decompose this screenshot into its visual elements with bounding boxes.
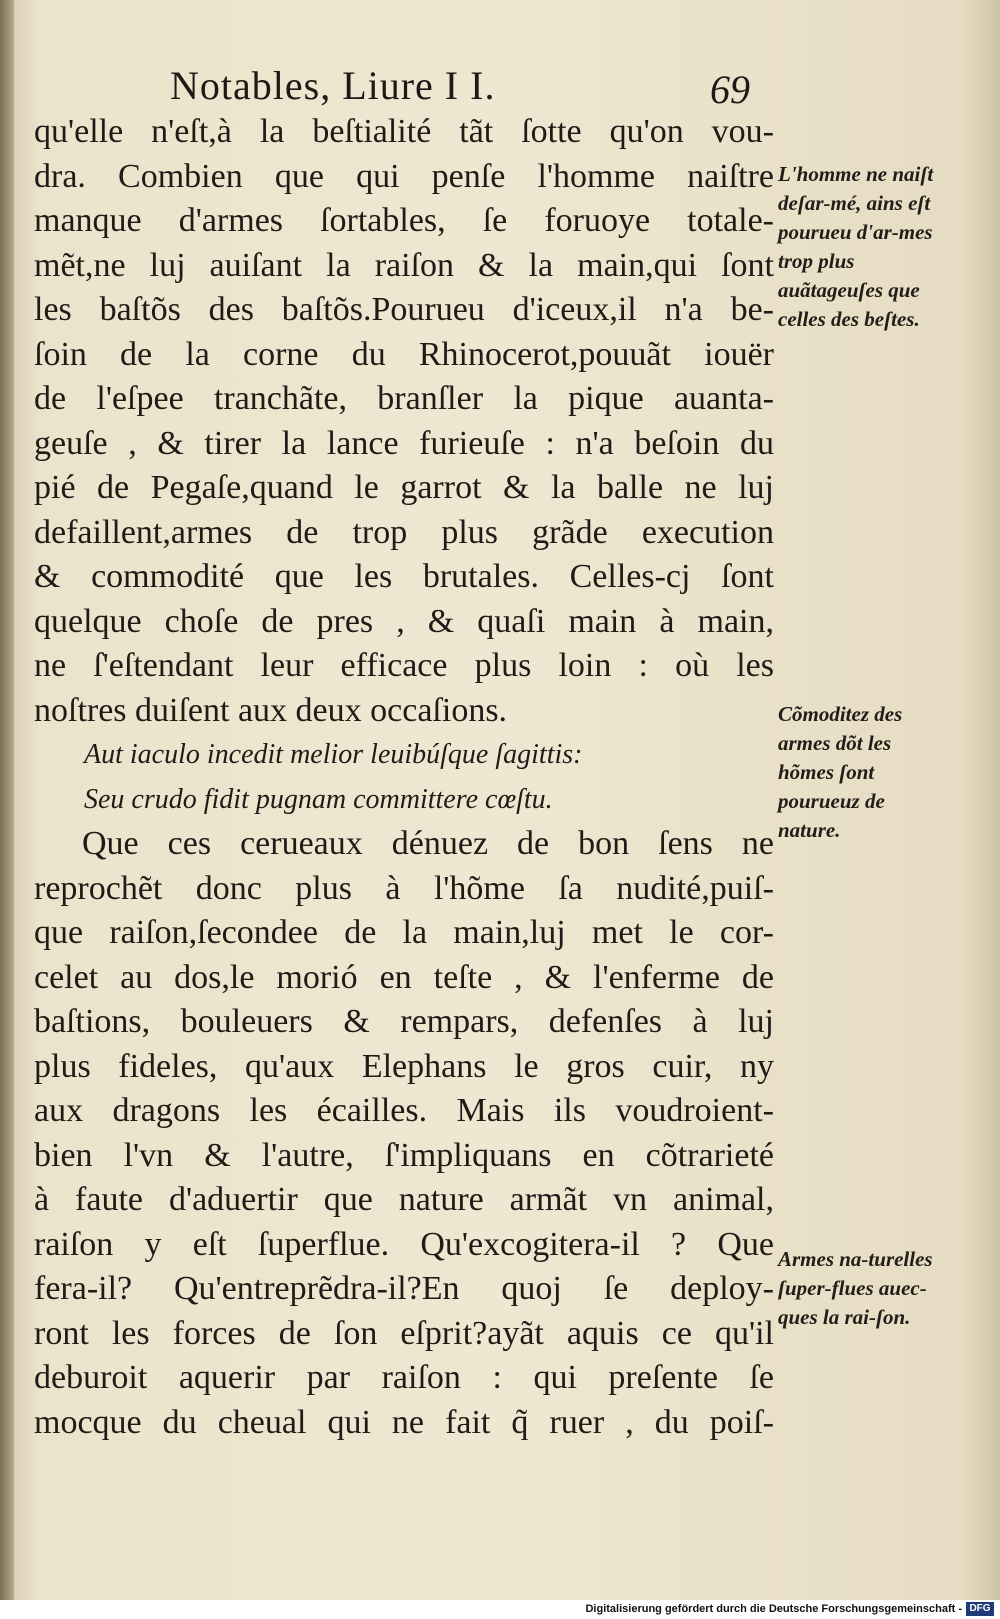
text-line: à faute d'aduertir que nature armãt vn animal, xyxy=(34,1181,774,1218)
text-line: les baſtõs des baſtõs.Pourueu d'iceux,il n'a be- xyxy=(34,291,774,328)
verse-line: Aut iaculo incedit melior leuibúſque ſagittis: xyxy=(84,739,583,770)
margin-note-2: Cõmoditez des armes dõt les hõmes ſont pourueuz de nature. xyxy=(778,702,903,842)
dfg-logo-icon: DFG xyxy=(966,1602,994,1616)
digitization-footer xyxy=(0,1600,1000,1619)
text-line: Que ces cerueaux dénuez de bon ſens ne xyxy=(82,825,774,862)
text-line: dra. Combien que qui penſe l'homme naiſtre xyxy=(34,157,774,195)
text-line: aux dragons les écailles. Mais ils voudroient- xyxy=(34,1092,774,1129)
text-line: ront les forces de ſon eſprit?ayãt aquis ce qu'il xyxy=(34,1314,774,1352)
text-line: defaillent,armes de trop plus grãde execution xyxy=(34,513,774,551)
text-line: celet au dos,le morió en teſte , & l'enferme de xyxy=(34,958,774,996)
text-line: bien l'vn & l'autre, ſ'impliquans en cõtrarieté xyxy=(34,1136,774,1174)
text-line: baſtions, bouleuers & rempars, defenſes à luj xyxy=(34,1003,774,1040)
text-line: que raiſon,ſecondee de la main,luj met le cor- xyxy=(34,914,774,951)
page-edge xyxy=(0,0,14,1600)
text-line: raiſon y eſt ſuperflue. Qu'excogitera-il ? Que xyxy=(34,1225,774,1263)
text-line: mocque du cheual qui ne fait q̃ ruer , du poiſ- xyxy=(34,1403,774,1441)
text-line: manque d'armes ſortables, ſe foruoye totale- xyxy=(34,202,774,239)
margin-note-1: L'homme ne naiſt deſar-mé, ains eſt pourueu d'ar-mes trop plus auãtageuſes que celles des beſtes. xyxy=(778,162,934,331)
text-line: noſtres duiſent aux deux occaſions. xyxy=(34,691,508,729)
body-text xyxy=(34,110,774,1445)
verse-line: Seu crudo fidit pugnam committere cœſtu. xyxy=(84,783,553,815)
text-line: de l'eſpee tranchãte, branſler la pique auanta- xyxy=(34,380,774,417)
text-line: mẽt,ne luj auiſant la raiſon & la main,qui ſont xyxy=(34,246,774,284)
text-line: ſoin de la corne du Rhinocerot,pouuãt iouër xyxy=(34,335,774,373)
margin-note-3: Armes na-turelles ſuper-flues auec-ques la rai-ſon. xyxy=(778,1247,933,1329)
text-line: qu'elle n'eſt,à la beſtialité tãt ſotte qu'on vou- xyxy=(34,113,774,150)
text-line: quelque choſe de pres , & quaſi main à main, xyxy=(34,602,774,640)
running-title: Notables, Liure I I. xyxy=(170,63,496,108)
text-line: pié de Pegaſe,quand le garrot & la balle ne luj xyxy=(34,469,774,506)
text-line: geuſe , & tirer la lance furieuſe : n'a beſoin du xyxy=(34,424,774,462)
footer-credit: Digitalisierung gefördert durch die Deutsche Forschungsgemeinschaft - xyxy=(585,1603,962,1615)
running-head xyxy=(170,62,770,112)
text-line: & commodité que les brutales. Celles-cj ſont xyxy=(34,558,774,595)
text-line: fera-il? Qu'entreprẽdra-il?En quoj ſe deploy- xyxy=(34,1270,774,1307)
text-line: plus fideles, qu'aux Elephans le gros cuir, ny xyxy=(34,1047,774,1085)
text-line: deburoit aquerir par raiſon : qui preſente ſe xyxy=(34,1359,774,1396)
text-line: ne ſ'eſtendant leur efficace plus loin : où les xyxy=(34,647,774,684)
page-number: 69 xyxy=(710,67,750,112)
text-line: reprochẽt donc plus à l'hõme ſa nudité,puiſ- xyxy=(34,869,774,907)
